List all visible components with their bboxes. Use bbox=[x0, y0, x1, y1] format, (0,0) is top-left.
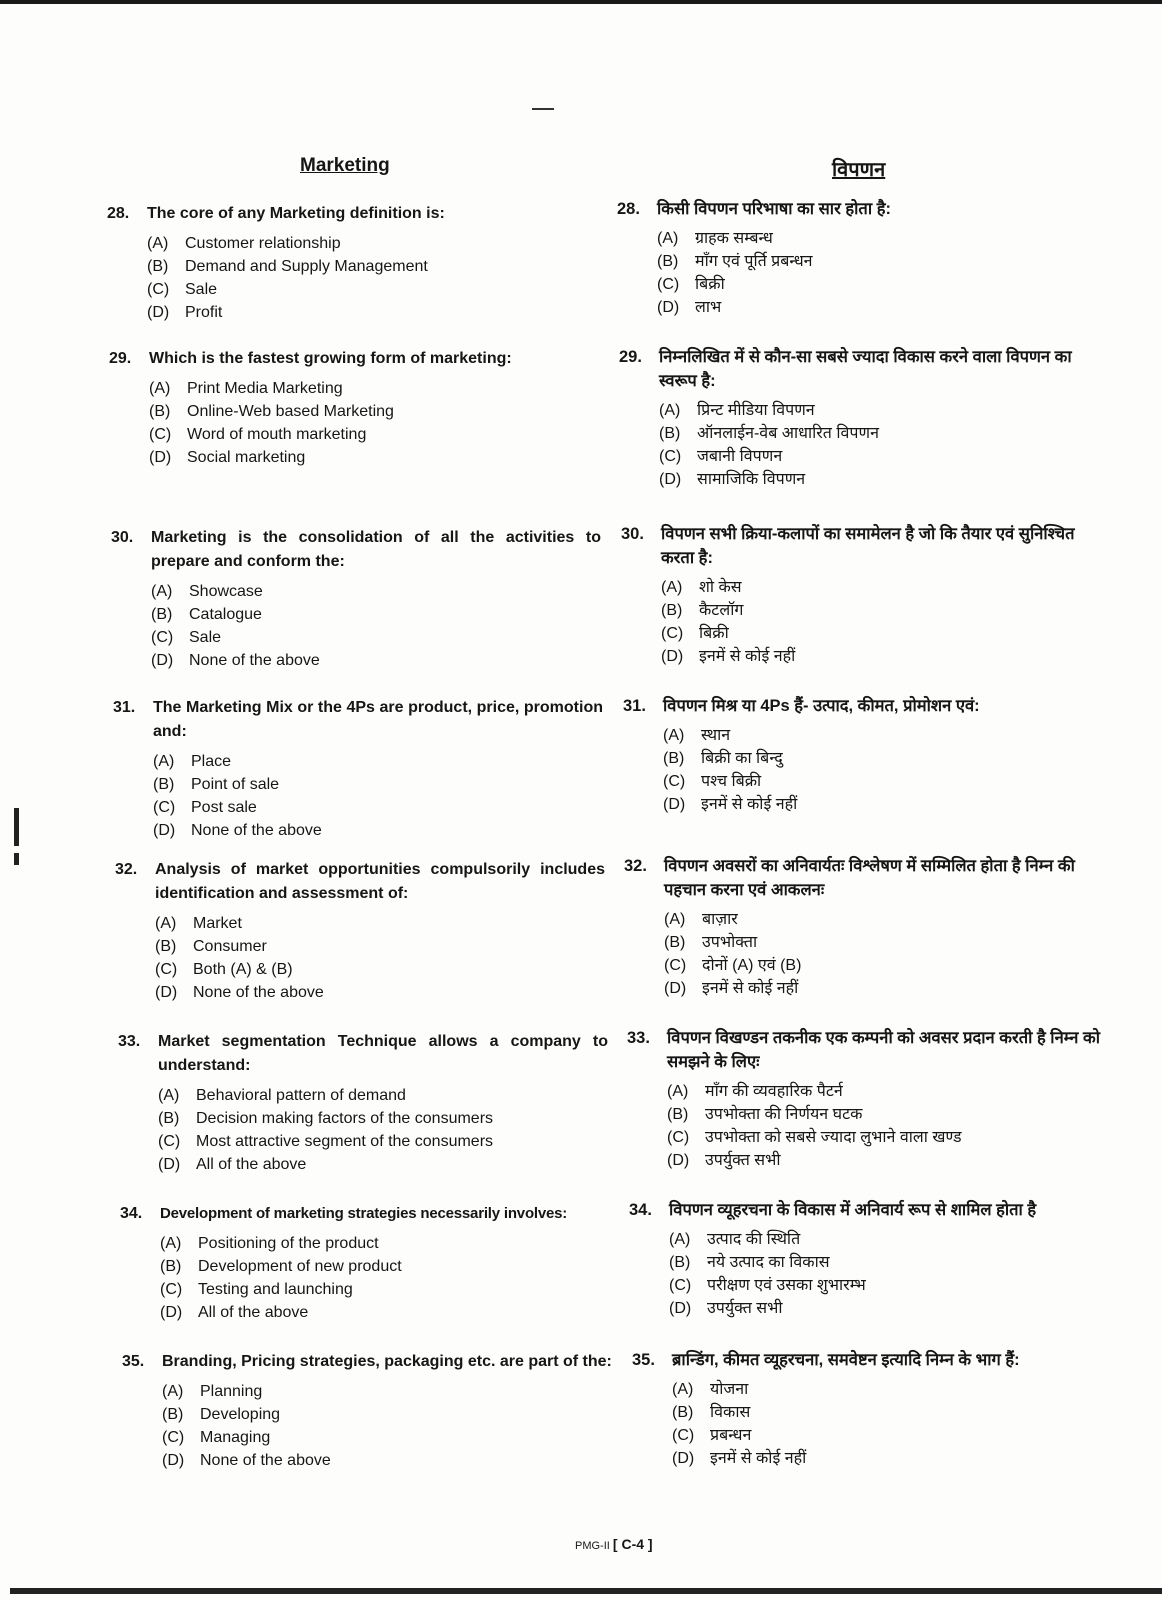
option-d: (D) All of the above bbox=[158, 1156, 307, 1173]
option-b: (B) माँग एवं पूर्ति प्रबन्धन bbox=[657, 253, 813, 270]
question-number: 29. bbox=[109, 350, 132, 367]
option-b: (B) Decision making factors of the consumers bbox=[158, 1110, 494, 1127]
question-number: 28. bbox=[107, 205, 130, 222]
option-b: (B) Online-Web based Marketing bbox=[149, 403, 394, 420]
scan-mark bbox=[14, 853, 19, 865]
question-text: विपणन अवसरों का अनिवार्यतः विश्लेषण में सम्मिलित होता है निम्न की पहचान करना एवं आकलनः bbox=[664, 857, 1075, 899]
question-number: 28. bbox=[617, 200, 640, 218]
footer-code: PMG-II bbox=[575, 1540, 610, 1552]
option-b: (B) Catalogue bbox=[151, 606, 262, 623]
question-number: 31. bbox=[113, 699, 136, 716]
option-d: (D) उपर्युक्त सभी bbox=[669, 1300, 783, 1317]
option-b: (B) उपभोक्ता की निर्णयन घटक bbox=[667, 1106, 863, 1123]
option-a: (A) प्रिन्ट मीडिया विपणन bbox=[659, 402, 815, 419]
question-29-en bbox=[109, 347, 597, 469]
question-text: Branding, Pricing strategies, packaging etc. are part of the: bbox=[162, 1353, 612, 1370]
option-c: (C) Word of mouth marketing bbox=[149, 426, 367, 443]
question-33-en bbox=[118, 1030, 608, 1176]
option-c: (C) Sale bbox=[147, 281, 218, 298]
question-number: 29. bbox=[619, 348, 642, 366]
question-number: 31. bbox=[623, 697, 646, 715]
option-b: (B) Point of sale bbox=[153, 776, 280, 793]
option-d: (D) इनमें से कोई नहीं bbox=[661, 648, 796, 665]
option-c: (C) Post sale bbox=[153, 799, 257, 816]
question-text: विपणन सभी क्रिया-कलापों का समामेलन है जो कि तैयार एवं सुनिश्चित करता है: bbox=[661, 525, 1075, 567]
option-c: (C) जबानी विपणन bbox=[659, 448, 783, 465]
question-34-en bbox=[120, 1202, 612, 1324]
question-28-hi bbox=[617, 197, 1107, 319]
option-d: (D) None of the above bbox=[162, 1452, 331, 1469]
english-title: Marketing bbox=[300, 155, 390, 176]
question-text: Development of marketing strategies necessarily involves: bbox=[160, 1205, 568, 1222]
option-d: (D) इनमें से कोई नहीं bbox=[663, 796, 798, 813]
question-number: 34. bbox=[120, 1205, 143, 1222]
option-c: (C) Most attractive segment of the consumers bbox=[158, 1133, 494, 1150]
option-a: (A) बाज़ार bbox=[664, 911, 738, 928]
question-text: विपणन मिश्र या 4Ps हैं- उत्पाद, कीमत, प्रोमोशन एवं: bbox=[663, 697, 980, 715]
option-c: (C) Sale bbox=[151, 629, 222, 646]
question-text: The core of any Marketing definition is: bbox=[147, 205, 445, 222]
question-number: 33. bbox=[118, 1033, 141, 1050]
question-number: 32. bbox=[624, 857, 647, 875]
question-text: ब्रान्डिंग, कीमत व्यूहरचना, समवेष्टन इत्यादि निम्न के भाग हैं: bbox=[672, 1351, 1020, 1369]
option-b: (B) Developing bbox=[162, 1406, 281, 1423]
option-b: (B) कैटलॉग bbox=[661, 602, 744, 619]
question-text: विपणन व्यूहरचना के विकास में अनिवार्य रूप से शामिल होता है bbox=[669, 1201, 1037, 1219]
option-d: (D) सामाजिकि विपणन bbox=[659, 471, 806, 488]
bottom-border bbox=[10, 1588, 1162, 1594]
option-a: (A) स्थान bbox=[663, 727, 731, 744]
option-b: (B) Consumer bbox=[155, 938, 267, 955]
option-d: (D) Social marketing bbox=[149, 449, 306, 466]
question-35-hi bbox=[632, 1348, 1122, 1470]
question-number: 35. bbox=[122, 1353, 145, 1370]
question-32-hi bbox=[624, 854, 1116, 1000]
question-text: Which is the fastest growing form of marketing: bbox=[149, 350, 512, 367]
question-number: 32. bbox=[115, 861, 138, 878]
top-border bbox=[0, 0, 1162, 4]
question-text: किसी विपणन परिभाषा का सार होता है: bbox=[657, 200, 891, 218]
scan-mark bbox=[14, 808, 19, 846]
option-d: (D) इनमें से कोई नहीं bbox=[664, 980, 799, 997]
question-number: 30. bbox=[111, 529, 134, 546]
question-text: Market segmentation Technique allows a company to understand: bbox=[158, 1033, 608, 1074]
question-35-en bbox=[122, 1350, 614, 1472]
option-a: (A) Place bbox=[153, 753, 232, 770]
question-number: 30. bbox=[621, 525, 644, 543]
question-text: विपणन विखण्डन तकनीक एक कम्पनी को अवसर प्रदान करती है निम्न को समझने के लिएः bbox=[667, 1029, 1100, 1071]
option-d: (D) उपर्युक्त सभी bbox=[667, 1152, 781, 1169]
option-b: (B) Demand and Supply Management bbox=[147, 258, 428, 275]
option-a: (A) Print Media Marketing bbox=[149, 380, 343, 397]
option-a: (A) Positioning of the product bbox=[160, 1235, 379, 1252]
option-a: (A) ग्राहक सम्बन्ध bbox=[657, 230, 773, 247]
option-d: (D) None of the above bbox=[153, 822, 322, 839]
option-a: (A) शो केस bbox=[661, 579, 742, 596]
question-31-en bbox=[113, 696, 603, 842]
hindi-title: विपणन bbox=[832, 159, 886, 181]
option-a: (A) Customer relationship bbox=[147, 235, 341, 252]
option-d: (D) लाभ bbox=[657, 299, 722, 316]
option-d: (D) All of the above bbox=[160, 1304, 309, 1321]
option-c: (C) दोनों (A) एवं (B) bbox=[664, 957, 802, 974]
option-c: (C) Both (A) & (B) bbox=[155, 961, 293, 978]
question-number: 35. bbox=[632, 1351, 655, 1369]
question-29-hi bbox=[619, 345, 1109, 491]
print-mark bbox=[532, 108, 554, 110]
question-text: Analysis of market opportunities compulsorily includes identification and assessment of: bbox=[155, 861, 605, 902]
option-b: (B) नये उत्पाद का विकास bbox=[669, 1254, 830, 1271]
page-number: [ C-4 ] bbox=[612, 1536, 653, 1552]
question-31-hi bbox=[623, 694, 1113, 816]
option-c: (C) Managing bbox=[162, 1429, 271, 1446]
option-c: (C) उपभोक्ता को सबसे ज्यादा लुभाने वाला खण्ड bbox=[667, 1129, 962, 1146]
option-a: (A) Showcase bbox=[151, 583, 263, 600]
question-28-en bbox=[107, 202, 595, 324]
option-d: (D) Profit bbox=[147, 304, 223, 321]
option-b: (B) Development of new product bbox=[160, 1258, 402, 1275]
option-b: (B) ऑनलाईन-वेब आधारित विपणन bbox=[659, 425, 879, 442]
question-text: The Marketing Mix or the 4Ps are product, price, promotion and: bbox=[153, 699, 603, 740]
option-c: (C) प्रबन्धन bbox=[672, 1427, 752, 1444]
question-text: निम्नलिखित में से कौन-सा सबसे ज्यादा विकास करने वाला विपणन का स्वरूप है: bbox=[659, 348, 1072, 390]
option-d: (D) None of the above bbox=[155, 984, 324, 1001]
option-d: (D) इनमें से कोई नहीं bbox=[672, 1450, 807, 1467]
option-a: (A) Market bbox=[155, 915, 242, 932]
option-a: (A) माँग की व्यवहारिक पैटर्न bbox=[667, 1083, 843, 1100]
option-c: (C) Testing and launching bbox=[160, 1281, 353, 1298]
question-34-hi bbox=[629, 1198, 1119, 1320]
option-b: (B) उपभोक्ता bbox=[664, 934, 758, 951]
option-a: (A) Planning bbox=[162, 1383, 263, 1400]
option-b: (B) विकास bbox=[672, 1404, 751, 1421]
question-number: 33. bbox=[627, 1029, 650, 1047]
question-number: 34. bbox=[629, 1201, 652, 1219]
option-c: (C) पश्च बिक्री bbox=[663, 773, 762, 790]
option-c: (C) बिक्री bbox=[661, 625, 729, 642]
question-32-en bbox=[115, 858, 605, 1004]
question-30-hi bbox=[621, 522, 1111, 668]
option-a: (A) योजना bbox=[672, 1381, 749, 1398]
option-a: (A) उत्पाद की स्थिति bbox=[669, 1231, 801, 1248]
option-a: (A) Behavioral pattern of demand bbox=[158, 1087, 406, 1104]
option-c: (C) परीक्षण एवं उसका शुभारम्भ bbox=[669, 1277, 866, 1294]
question-text: Marketing is the consolidation of all the activities to prepare and conform the: bbox=[151, 529, 601, 570]
question-30-en bbox=[111, 526, 601, 672]
option-d: (D) None of the above bbox=[151, 652, 320, 669]
option-c: (C) बिक्री bbox=[657, 276, 725, 293]
question-33-hi bbox=[627, 1026, 1117, 1172]
page-footer bbox=[575, 1536, 653, 1552]
option-b: (B) बिक्री का बिन्दु bbox=[663, 750, 783, 767]
